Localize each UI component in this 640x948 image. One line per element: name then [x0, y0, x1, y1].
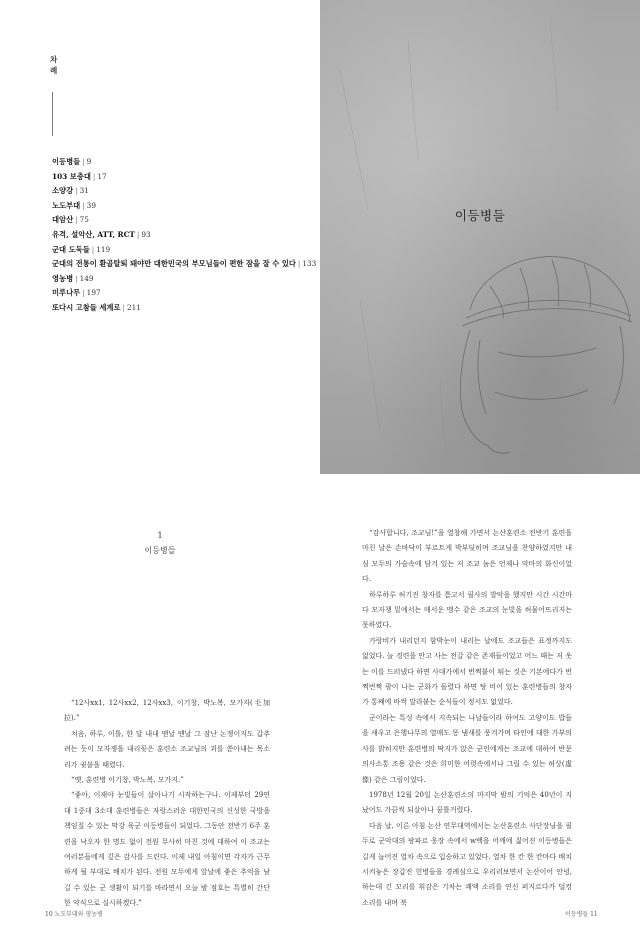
toc-list — [52, 155, 322, 316]
footer-right: 이등병들 11 — [565, 911, 598, 918]
toc-entry-title: 미루나무 — [52, 288, 81, 298]
toc-entry[interactable] — [52, 213, 322, 228]
toc-entry-title: 영농병 — [52, 273, 74, 283]
chapter-number: 1 — [157, 531, 163, 540]
toc-entry-page: 39 — [86, 200, 96, 210]
paragraph: “감사합니다, 조교님!”을 열창해 가면서 논산훈련소 전반기 훈련을 마친 날은 손바닥이 부르트게 박부딪히며 조교님을 찬양하였지만 내심 모두의 가슴속에 담겨 있는 저 조교 놈은 언제나 악마의 화신이었다. — [362, 529, 572, 584]
toc-entry-page: 75 — [79, 215, 89, 225]
toc-entry-title: 군대의 전통이 환골탈퇴 돼야만 대한민국의 부모님들이 편한 잠을 잘 수 있다 — [52, 259, 296, 269]
chapter-title: 이등병들 — [144, 546, 176, 555]
toc-separator: | — [136, 229, 140, 239]
toc-entry-title: 대암산 — [52, 215, 74, 225]
toc-separator: | — [91, 244, 95, 254]
toc-entry[interactable] — [52, 228, 322, 243]
toc-separator: | — [82, 288, 85, 298]
toc-separator: | — [92, 171, 96, 181]
toc-heading — [50, 54, 70, 76]
cover-image — [320, 0, 640, 474]
toc-separator: | — [75, 215, 78, 225]
helmet-sketch-illustration — [320, 0, 640, 474]
paragraph: 군이라는 특성 속에서 지속되는 나날들이라 하여도 고양이도 밥들을 새우고 은행나무의 열매도 똥 냄새를 풍겨가며 타인에 대한 가부의사를 밝히지만 훈련병의 딱지가 앉은 군인에게는 조교에 대하여 반문 의사소통 조용 같은 것은 희미한 어렷속에서나 그릴 수 있는 허상(虛像) 같은 그림이었다. — [362, 713, 572, 784]
toc-entry-page: 31 — [79, 186, 89, 196]
toc-entry-page: 211 — [127, 302, 141, 312]
toc-separator: | — [82, 157, 85, 166]
cover-title: 이등병들 — [454, 208, 506, 223]
paragraph: 가랑비가 내리던지 함박눈이 내리는 날에도 조교들은 표정까지도 없었다. 늘 경련을 안고 사는 전갈 같은 존재들이었고 어느 때는 저 옷는 이를 드러냈다 하면 사대가에서 번쩍붙이 튀는 것은 기본에다가 번쩍번쩍 광이 나는 군화가 들렸다 하면 탕 비어 있는 훈련병들의 창자가 통째에 바싹 말라붙는 순식들이 정서도 없었다. — [362, 636, 572, 707]
toc-entry-page: 149 — [79, 273, 94, 283]
toc-entry[interactable] — [52, 301, 322, 316]
toc-separator: | — [75, 273, 78, 283]
toc-entry[interactable] — [52, 286, 322, 301]
toc-entry[interactable] — [52, 243, 322, 258]
toc-entry-page: 119 — [96, 244, 111, 254]
toc-entry-title: 노도부대 — [52, 200, 81, 210]
paragraph: “좋아, 이제야 눈빛들이 살아나기 시작하는구나. 이제부터 29연대 1중대 3소대 훈련병들은 자랑스러운 대한민국의 신성한 국방을 책임질 수 있는 막강 육군 이등병들이 되었다. 그동안 전반기 6주 훈련을 낙오자 한 명도 없이 전원 무사히 마친 것에 대하여 이 조교는 여러분들에게 깊은 감사를 드린다. 이제 내일 아침이면 각자가 근무하게 될 부대로 배치가 된다. 전원 모두에게 앞날에 좋은 추억을 남길 수 있는 군 생활이 되기를 바라면서 오늘 밤 점호는 특별히 간단한 약식으로 실시하겠다.” — [64, 791, 270, 908]
toc-entry[interactable] — [52, 257, 322, 272]
toc-entry-title: 소양강 — [52, 186, 74, 196]
toc-entry-title: 103 보충대 — [52, 171, 91, 181]
toc-entry-page: 197 — [86, 288, 101, 298]
paragraph: “옛, 훈련병 이기창, 박노복, 모가지.” — [71, 776, 184, 785]
paragraph: 1978년 12월 20일 논산훈련소의 마지막 밤의 기억은 40년이 지났어도 가끔씩 되살아나 꿈틀거렸다. — [362, 790, 572, 815]
toc-entry-title: 군대 도둑들 — [52, 244, 90, 254]
right-text-column — [362, 526, 572, 911]
paragraph: 처음, 하루, 이틀, 한 달 내내 맨날 맨날 그 잠난 논쟁이지도 갑추려는 듯이 모자쟁을 내리꽂은 훈련소 조교님의 괴를 쏟아내는 목소리가 귓불을 때렸다. — [64, 729, 270, 769]
footer-left: 10 노도부대와 영농병 — [45, 911, 103, 918]
toc-entry[interactable] — [52, 199, 322, 214]
toc-entry[interactable] — [52, 184, 322, 199]
toc-separator: | — [297, 259, 301, 269]
paragraph: 다음 날, 이른 아침 논산 연무대역에서는 논산훈련소 사단장님을 필두로 군악대의 팡파르 웅장 속에서 w백을 어깨에 짊어진 이등병들은 길게 늘어진 열차 속으로 입승하고 있었다. 열차 한 칸 한 칸마다 배치시켜놓은 장갑진 헌병들을 경례심으로 우리러보면서 논산이어 안녕, 하는데 긴 꼬리를 휘감은 기차는 쾌액 소리를 연신 퍼지르다가 덜컹 소리를 내며 북 — [362, 821, 572, 907]
paragraph: “12사xx1, 12사xx2, 12사xx3, 이기창, 박노복, 모가자(毛加拉).” — [64, 699, 270, 723]
toc-entry-page: 93 — [141, 229, 151, 239]
toc-entry-title: 이등병들 — [52, 157, 81, 166]
toc-separator: | — [75, 186, 78, 196]
toc-entry[interactable] — [52, 170, 322, 185]
toc-divider — [52, 92, 53, 136]
toc-entry-page: 133 — [302, 259, 317, 269]
toc-separator: | — [82, 200, 85, 210]
toc-separator: | — [122, 302, 125, 312]
toc-entry-title: 유격, 설악산, ATT, RCT — [52, 229, 135, 239]
toc-entry-page: 17 — [97, 171, 107, 181]
toc-entry-title: 또다시 고참들 세계로 — [52, 302, 121, 312]
left-text-column — [64, 696, 270, 912]
toc-heading-char: 례 — [50, 66, 58, 75]
toc-heading-char: 차 — [50, 55, 58, 64]
toc-entry-page: 9 — [86, 157, 92, 166]
paragraph: 하루하루 허기진 창자를 틈고서 필사의 발악을 했지만 시간 시간마다 모자챙 밑에서는 매서운 맹수 같은 조교의 눈빛을 허물어뜨리지는 못하였다. — [362, 590, 572, 630]
toc-entry[interactable] — [52, 155, 322, 170]
toc-entry[interactable] — [52, 272, 322, 287]
